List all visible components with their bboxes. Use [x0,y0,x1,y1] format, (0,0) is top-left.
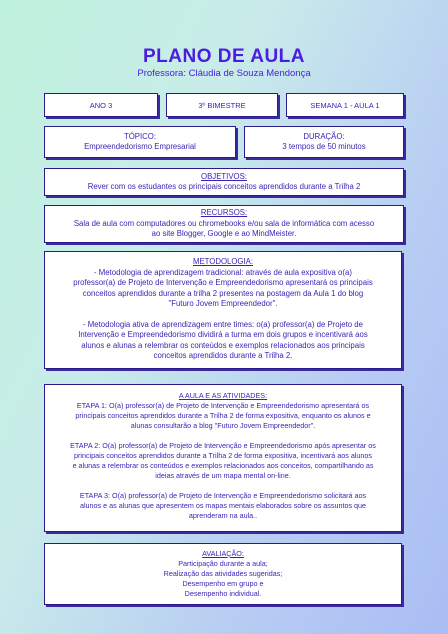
methodology-label: METODOLOGIA: [192,257,254,266]
duration-label: DURAÇÃO: [303,131,345,141]
methodology-p2-line-2: Intervenção e Empreendedorismo dividirá a turma em dois grupos e incentivará aos [78,330,368,339]
evaluation-item: Participação durante a aula; [178,559,268,568]
objectives-box [44,168,404,196]
evaluation-item: Realização das atividades sugeridas; [163,569,283,578]
evaluation-item: Desempenho individual. [184,589,262,598]
stage-2-line-3: e alunas a relembrar os conteúdos e exemplos relacionados aos conceitos, compartilhando as [72,461,374,470]
duration-value: 3 tempos de 50 minutos [282,142,366,151]
resources-line-1: Sala de aula com computadores ou chromebooks e/ou sala de informática com acesso [73,218,375,228]
year-label: ANO 3 [89,100,113,110]
methodology-p1-line-1: - Metodologia de aprendizagem tradicional: através de aula expositiva o(a) [94,267,352,277]
stage-2-line-1: ETAPA 2: O(a) professor(a) de Projeto de Intervenção e Empreendedorismo após apresentar os [70,441,376,450]
stage-1-line-1: ETAPA 1: O(a) professor(a) de Projeto de Intervenção e Empreendedorismo apresentará os [76,401,370,410]
methodology-p1-line-3: conceitos aprendidos durante a trilha 2 presentes na postagem da Aula 1 do blog [82,288,364,298]
methodology-p2-line-4: conceitos aprendidos durante a Trilha 2. [153,351,293,360]
topic-label: TÓPICO: [123,131,157,141]
methodology-p1-line-4: "Futuro Jovem Empreendedor". [168,299,278,308]
activities-label: A AULA E AS ATIVIDADES: [178,391,268,400]
duration-box [244,126,404,158]
methodology-p1-line-2: professor(a) de Projeto de Intervenção e Empreendedorismo apresentará os principais [73,278,373,287]
methodology-box [44,251,402,369]
topic-value: Empreendedorismo Empresarial [84,142,196,151]
stage-2-line-2: principais conceitos aprendidos durante a Trilha 2 de forma expositiva, incentivará aos alunos [73,451,373,460]
evaluation-item: Desempenho em grupo e [182,579,264,588]
stage-3-line-1: ETAPA 3: O(a) professor(a) de Projeto de Intervenção e Empreendedorismo solicitará aos [79,491,367,500]
teacher-name: Professora: Cláudia de Souza Mendonça [137,68,311,79]
stage-1-line-2: principais conceitos aprendidos durante a Trilha 2 de forma expositiva, enquanto os alunos e [75,411,371,420]
stage-3-line-3: aprenderam na aula.. [188,511,258,520]
stage-3-line-2: alunos e as alunas que apresentem os mapas mentais elaborados sobre os assuntos que [79,501,367,510]
topic-box [44,126,236,158]
resources-label: RECURSOS: [200,208,248,218]
objectives-text: Rever com os estudantes os principais conceitos aprendidos durante a Trilha 2 [87,182,361,191]
stage-1-line-3: alunas consultarão a blog "Futuro Jovem Empreendedor". [130,421,316,430]
term-cell [166,93,278,117]
week-cell [286,93,404,117]
year-cell [44,93,158,117]
week-label: SEMANA 1 - AULA 1 [310,100,380,110]
stage-2-line-4: ideias através de um mapa mental on-line. [155,471,291,480]
resources-box [44,205,404,243]
objectives-label: OBJETIVOS: [201,171,247,181]
evaluation-label: AVALIAÇÃO: [202,549,244,558]
evaluation-box [44,543,402,605]
term-label: 3º BIMESTRE [198,100,246,110]
methodology-p2-line-1: - Metodologia ativa de aprendizagem entre times: o(a) professor(a) de Projeto de [83,319,363,329]
methodology-p2-line-3: alunos e alunas a relembrar os conteúdos e exemplos relacionados aos principais [81,340,365,350]
page-title: PLANO DE AULA [142,46,306,67]
activities-box [44,384,402,532]
resources-line-2: ao site Blogger, Google e ao MindMeister. [151,229,297,239]
